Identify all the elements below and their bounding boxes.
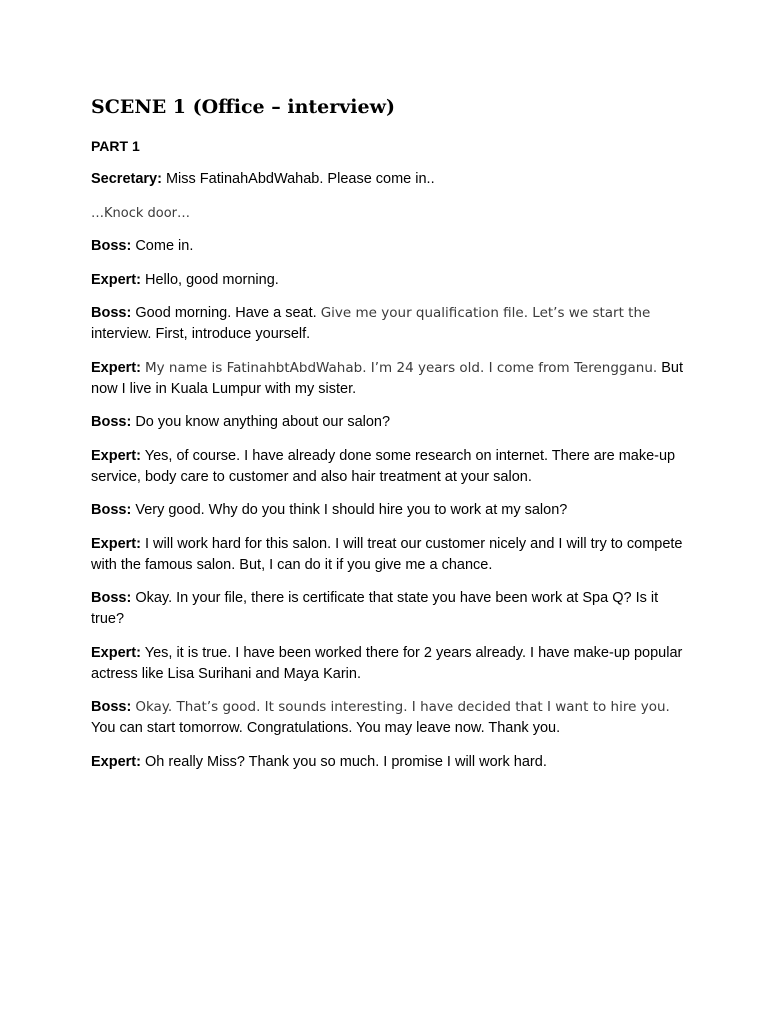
speaker-label: Boss:	[91, 590, 132, 606]
dialogue-line	[91, 643, 691, 685]
dialogue-line	[91, 169, 691, 190]
dialogue-text: Good morning. Have a seat.	[135, 305, 317, 321]
speaker-label: Expert:	[91, 359, 141, 376]
dialogue-text: Miss FatinahAbdWahab. Please come in..	[165, 171, 435, 187]
part-label: PART 1	[91, 138, 140, 154]
dialogue-text-continued: You can start tomorrow. Congratulations. You may leave now. Thank you.	[91, 720, 561, 736]
dialogue-text: I will work hard for this salon. I will treat our customer nicely and I will try to compete with the famous salon. But, I can do it if you give me a chance.	[91, 535, 683, 573]
speaker-label: Boss:	[91, 699, 132, 715]
dialogue-line	[91, 412, 691, 433]
dialogue-line	[91, 358, 691, 400]
dialogue-text: Yes, of course. I have already done some research on internet. There are make-up service, body care to customer and also hair treatment at your salon.	[91, 447, 676, 485]
speaker-label: Secretary:	[91, 171, 162, 187]
dialogue-text-light: Give me your qualification file. Let’s we start the	[320, 305, 651, 321]
dialogue-line	[91, 446, 691, 488]
speaker-label: Boss:	[91, 305, 132, 321]
speaker-label: Expert:	[91, 447, 141, 464]
dialogue-text-continued: But now I live in Kuala Lumpur with my sister.	[91, 359, 683, 397]
dialogue-text: Hello, good morning.	[145, 271, 279, 288]
speaker-label: Boss:	[91, 502, 132, 518]
speaker-label: Boss:	[91, 414, 132, 430]
speaker-label: Expert:	[91, 271, 141, 288]
dialogue-line	[91, 588, 691, 630]
dialogue-line	[91, 697, 691, 739]
speaker-label: Boss:	[91, 238, 132, 254]
dialogue-line	[91, 534, 691, 576]
dialogue-text: Do you know anything about our salon?	[135, 414, 391, 430]
stage-direction: …Knock door…	[91, 205, 191, 221]
dialogue-text-light: My name is FatinahbtAbdWahab. I’m 24 years old. I come from Terengganu.	[145, 359, 658, 376]
speaker-label: Expert:	[91, 644, 141, 661]
dialogue-text: Very good. Why do you think I should hire you to work at my salon?	[135, 502, 568, 518]
dialogue-text: Come in.	[135, 238, 194, 254]
speaker-label: Expert:	[91, 753, 141, 770]
dialogue-text: Okay. In your file, there is certificate that state you have been work at Spa Q? Is it true?	[91, 590, 659, 627]
document-page	[91, 92, 691, 785]
dialogue-text-light: Okay. That’s good. It sounds interesting. I have decided that I want to hire you.	[135, 699, 670, 715]
dialogue-text: Yes, it is true. I have been worked there for 2 years already. I have make-up popular actress like Lisa Surihani and Maya Karin.	[91, 644, 683, 682]
dialogue-line	[91, 500, 691, 521]
dialogue-text: Oh really Miss? Thank you so much. I promise I will work hard.	[145, 753, 547, 770]
dialogue-text-continued: interview. First, introduce yourself.	[91, 326, 311, 342]
dialogue-line	[91, 236, 691, 257]
dialogue-line	[91, 270, 691, 291]
dialogue-line	[91, 752, 691, 773]
speaker-label: Expert:	[91, 535, 141, 552]
scene-title: SCENE 1 (Office – interview)	[91, 96, 395, 118]
dialogue-line	[91, 303, 691, 345]
